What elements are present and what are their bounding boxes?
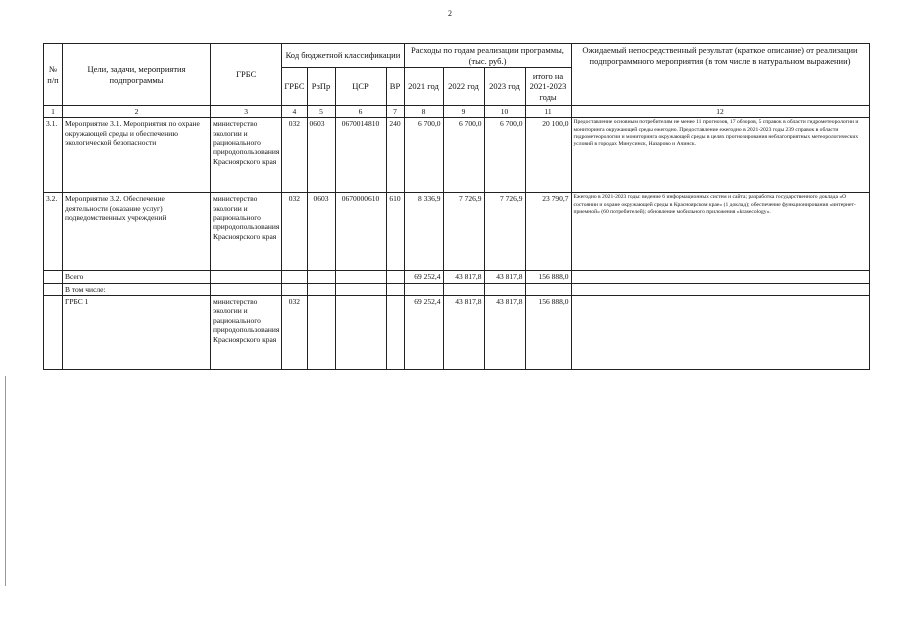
row-rzpr: 0603: [307, 193, 335, 271]
column-number-row: [44, 106, 870, 118]
grbs1-row: [44, 296, 870, 370]
total-row: [44, 271, 870, 283]
grbs1-name: министерство экологии и рационального природопользования Красноярского края: [211, 296, 282, 370]
total-sum: 156 888,0: [525, 271, 571, 283]
row-name: Мероприятие 3.1. Мероприятия по охране окружающей среды и обеспечению экологической безопасности: [63, 118, 211, 193]
column-number: 3: [211, 106, 282, 118]
grbs1-2021: 69 252,4: [404, 296, 443, 370]
row-result: Ежегодно в 2021-2023 годы: ведение 6 информационных систем и сайта; разработка государственного доклада «О состоянии и охране окружающей среды в Красноярском крае» (1 доклад); обеспечение функционирования «интернет-приемной» (60 потребителей); обновление мобильного приложения «kraseсology».: [571, 193, 869, 271]
column-number: 8: [404, 106, 443, 118]
column-number: 10: [484, 106, 525, 118]
column-number: 1: [44, 106, 63, 118]
header-expenses-group: Расходы по годам реализации программы, (тыс. руб.): [404, 44, 571, 68]
row-vr: 610: [386, 193, 404, 271]
header-goals: Цели, задачи, мероприятия подпрограммы: [63, 44, 211, 106]
header-csr: ЦСР: [335, 68, 386, 106]
column-number: 4: [282, 106, 307, 118]
row-rzpr: 0603: [307, 118, 335, 193]
column-number: 12: [571, 106, 869, 118]
header-2023: 2023 год: [484, 68, 525, 106]
row-grbs-code: 032: [282, 118, 307, 193]
row-csr: 0670000610: [335, 193, 386, 271]
header-num: № п/п: [44, 44, 63, 106]
row-2023: 7 726,9: [484, 193, 525, 271]
row-num: 3.1.: [44, 118, 63, 193]
grbs1-code: 032: [282, 296, 307, 370]
row-total: 20 100,0: [525, 118, 571, 193]
row-total: 23 790,7: [525, 193, 571, 271]
total-2023: 43 817,8: [484, 271, 525, 283]
column-number: 7: [386, 106, 404, 118]
row-2021: 6 700,0: [404, 118, 443, 193]
scan-margin-line: [5, 376, 6, 586]
row-grbs: министерство экологии и рационального природопользования Красноярского края: [211, 118, 282, 193]
header-total: итого на 2021-2023 годы: [525, 68, 571, 106]
column-number: 11: [525, 106, 571, 118]
column-number: 2: [63, 106, 211, 118]
including-row: [44, 283, 870, 295]
row-csr: 0670014810: [335, 118, 386, 193]
header-vr: ВР: [386, 68, 404, 106]
total-label: Всего: [63, 271, 211, 283]
header-grbs-code: ГРБС: [282, 68, 307, 106]
including-label: В том числе:: [63, 283, 211, 295]
grbs1-2022: 43 817,8: [443, 296, 484, 370]
row-grbs: министерство экологии и рационального природопользования Красноярского края: [211, 193, 282, 271]
column-number: 6: [335, 106, 386, 118]
row-2022: 7 726,9: [443, 193, 484, 271]
program-activities-table: [43, 43, 870, 370]
row-num: 3.2.: [44, 193, 63, 271]
header-grbs: ГРБС: [211, 44, 282, 106]
column-number: 5: [307, 106, 335, 118]
row-grbs-code: 032: [282, 193, 307, 271]
grbs1-2023: 43 817,8: [484, 296, 525, 370]
page-number: 2: [448, 9, 452, 18]
header-budget-code-group: Код бюджетной классификации: [282, 44, 404, 68]
row-result: Предоставление основным потребителям не менее 11 прогнозов, 17 обзоров, 5 справок в области гидрометеорологии и мониторинга окружающей среды ежегодно. Предоставление ежегодно в 2021-2023 годы 239 справок в области гидрометеорологии и мониторинга окружающей среды в целях прогнозирования неблагоприятных метеорологических условий в городах Минусинск, Назарово и Ачинск.: [571, 118, 869, 193]
grbs1-total: 156 888,0: [525, 296, 571, 370]
header-2021: 2021 год: [404, 68, 443, 106]
header-result: Ожидаемый непосредственный результат (краткое описание) от реализации подпрограммного мероприятия (в том числе в натуральном выражении): [571, 44, 869, 106]
row-name: Мероприятие 3.2. Обеспечение деятельности (оказание услуг) подведомственных учреждений: [63, 193, 211, 271]
grbs1-label: ГРБС 1: [63, 296, 211, 370]
row-2021: 8 336,9: [404, 193, 443, 271]
header-rzpr: РзПр: [307, 68, 335, 106]
header-2022: 2022 год: [443, 68, 484, 106]
row-2022: 6 700,0: [443, 118, 484, 193]
column-number: 9: [443, 106, 484, 118]
total-2022: 43 817,8: [443, 271, 484, 283]
row-2023: 6 700,0: [484, 118, 525, 193]
total-2021: 69 252,4: [404, 271, 443, 283]
table-row: [44, 193, 870, 271]
table-row: [44, 118, 870, 193]
row-vr: 240: [386, 118, 404, 193]
